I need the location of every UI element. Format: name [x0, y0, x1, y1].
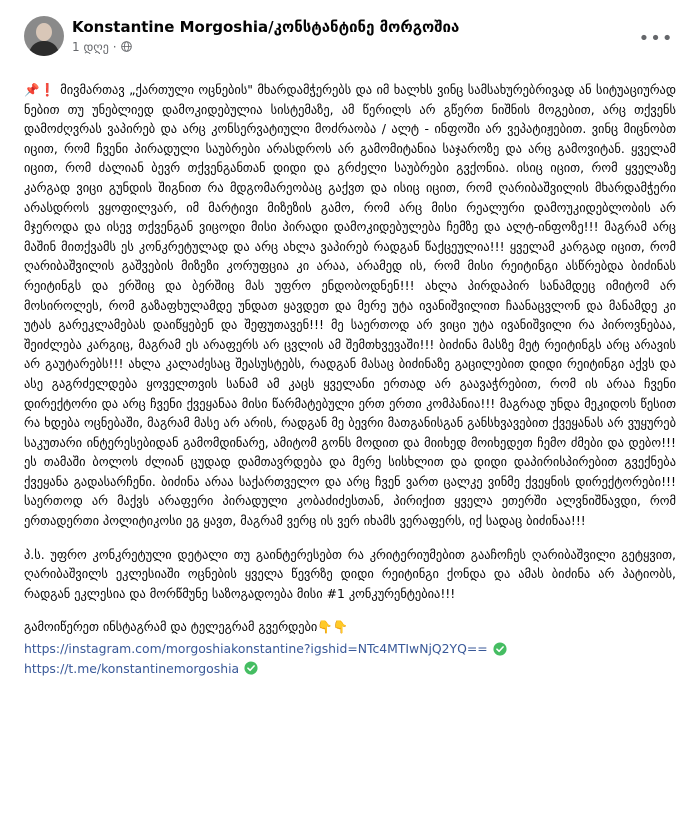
verified-check-icon [493, 642, 507, 656]
post-header [24, 14, 678, 58]
link-row-instagram [24, 639, 676, 659]
globe-icon [121, 41, 132, 52]
post-body [24, 80, 676, 678]
pushpin-icon: 📌❗ [24, 82, 56, 97]
post-paragraph-ps [24, 545, 676, 604]
link-row-telegram [24, 659, 676, 679]
paragraph-text: პ.ს. უფრო კონკრეტული დეტალი თუ გაინტერესებთ რა კრიტერიუმებით გააჩოჩეს ღარიბაშვილი გეტყვით, ღარიბაშვილს ეკლესიაში ოცნების ყველა წევრზე დიდი რეიტინგი ქონდა და ამას ბიძინა არ პატიობს, რადგან ეკლესია და მორწმუნე საზოგადოება მისი #1 კონკურენტებია!!! [24, 546, 676, 601]
post-paragraph-main [24, 80, 676, 531]
more-options-button[interactable] [638, 27, 674, 49]
post-meta [72, 18, 459, 55]
post-subline [72, 39, 459, 55]
telegram-link[interactable]: https://t.me/konstantinemorgoshia [24, 660, 240, 676]
author-avatar[interactable] [24, 16, 64, 56]
paragraph-text: მივმართავ „ქართული ოცნების" მხარდამჭერებს და იმ ხალხს ვინც სამსახურებრივად ან სიტუაციურად ნებით თუ უნებლიედ დამოკიდებულია სისტემაზე, ამ წერილს არ გწერთ ნიშნის მოგებით, არც თქვენს დამოძღვრას ვაპირებ და არც კონსერვატიული მოძრაობა / ალტ - ინფოში არ ვეპატიჟებით. ვინც მიცნობთ იცით, რომ ჩვენი პირადული საუბრები არასდროს არ გამომიტანია საჯაროზე და არც გამოვიტან. ყველამ იცით, რომ ძალიან ბევრ თქვენგანთან დიდი და გრძელი საუბრები გვქონია. ისიც იცით, რომ ყველაზე კარგად ვიცი გუნდის შიგნით რა მდგომარეობაც გაქვთ და ისიც იცით, რომ ღარიბაშვილის მხარდამჭერი არასდროს ვყოფილვარ, იმ მარტივი მიზეზის გამო, რომ არც მისი რეალური დამოუკიდებლობის არ მჯეროდა და ისევ თქვენგან ვიცოდი მისი პირადი დამოკიდებულება ჩემზე და ალტ-ინფოზე!!! მაგრამ არც მაშინ მითქვამს ეს კონკრეტულად და არც ახლა ვაპირებ რადგან წაქცეულია!!! ყველამ კარგად იცით, რომ ღარიბაშვილის გაშვების მიზეზი კორუფცია კი არაა, არამედ ის, რომ მისი რეიტინგი ასწრებდა ბიძინას რეიტინგს და ერშიც და ბერშიც მას უფრო ენდობოდნენ!!! ახლა პირდაპირ სანამდეც იმიტომ არ მოსიროლეს, რომ გაზაფხულამდე უნდათ ყავდეთ და მერე უტა ივანიშვილით ჩაანაცვლონ და მანამდე კი უტას გარეკლამებას დაიწყებენ და შეფუთავენ!!! მე საერთოდ არ ვიცი უტა ივანიშვილი რა პიროვნებაა, შეიძლება კარგიც, მაგრამ ეს არაფერს არ ცვლის ამ შემთხვევაში!!! ბიძინა მასზე მეტ რეიტინგს არც არავის არ გაუტარებს!!! ახლა კალაძესაც შეასუსტებს, რადგან მასაც ბიძინაზე გაცილებით დიდი რეიტინგი აქვს და ასე გაგრძელდება ყოველთვის სანამ ამ კაცს ყველანი ერთად არ გაავაჭრებით, რომ ის არაა ჩვენი დირექტორი და არც ჩვენი ქვეყანაა მისი წარმატებული ერთ ერთი კომპანია!!! მაგრად უნდა მეკიდოს წესით რა ხდება ოცნებაში, მაგრამ მასე არ არის, რადგან მე ბევრი მათგანისგან განსხვავებით ქვეყანას არ ვუყურებ საკუთარი ინტერესებიდან გამომდინარე, ამიტომ გონს მოდით და მიიხედ მოიხედეთ ჩემო ძმები და დებო!!! ეს თამაში ბოლოს ძლიან ცუდად დამთავრდება და მერე სისხლით და დიდი დაპირისპირებით გვექნება ქვეყანა გადასარჩენი. ბიძინა არაა საქართველო და არც ჩვენ ვართ ცალკე ვინმე ქვეყნის დირექტორები!!! საერთოდ არ მაქვს არაფერი პირადული კობაძიძესთან, პირიქით ყველა ეთერში ალვნიშნავდი, რომ ერთადერთი პოლიტიკოსი ეგ ყავთ, მაგრამ ვერც ის ვერ იხამს ვერაფერს, იქ სადაც ბიძინაა!!! [24, 82, 676, 529]
separator-dot: · [112, 39, 117, 54]
instagram-link[interactable]: https://instagram.com/morgoshiakonstantine?igshid=NTc4MTIwNjQ2YQ== [24, 641, 488, 657]
links-list [24, 639, 676, 678]
post-paragraph-subscribe [24, 617, 676, 637]
verified-check-icon [244, 661, 258, 675]
avatar-head [36, 23, 52, 41]
avatar-body [29, 41, 59, 56]
more-options-icon: ••• [638, 27, 674, 49]
post-time[interactable]: 1 დღე [72, 39, 109, 54]
author-name[interactable]: Konstantine Morgoshia/კონსტანტინე მორგოშია [72, 17, 460, 36]
paragraph-text: გამოიწერეთ ინსტაგრამ და ტელეგრამ გვერდები👇👇 [24, 619, 349, 635]
